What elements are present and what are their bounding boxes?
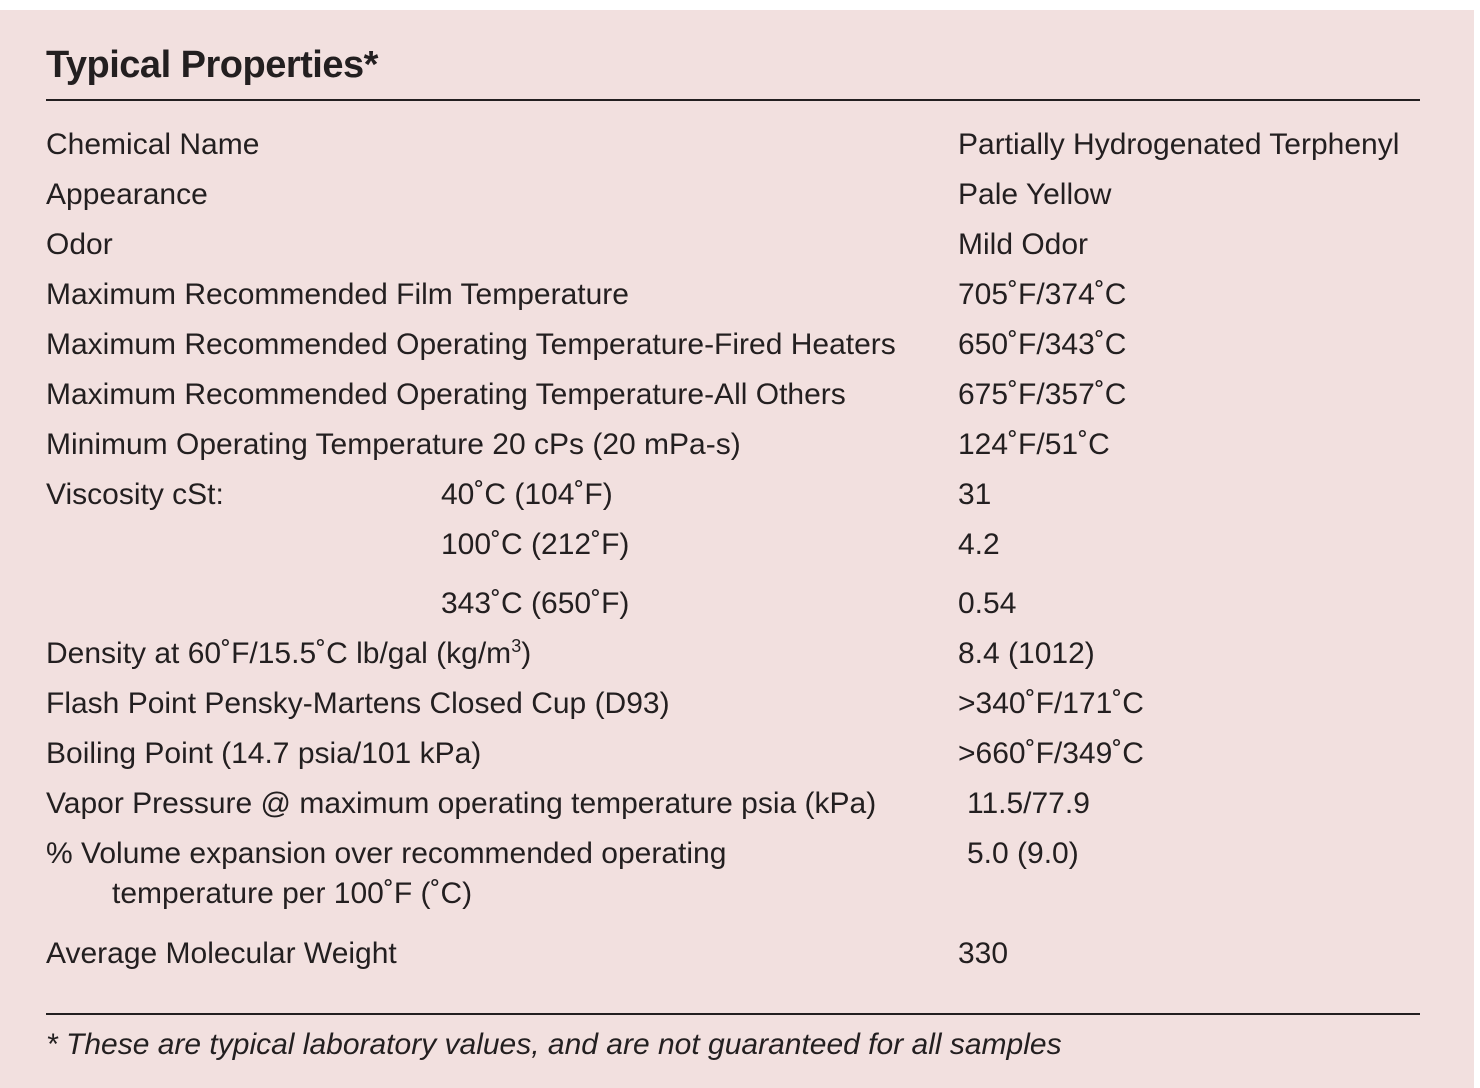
property-label: Appearance bbox=[46, 178, 208, 211]
property-value: 705˚F/374˚C bbox=[958, 278, 1127, 311]
property-row bbox=[0, 375, 1474, 415]
property-value: 650˚F/343˚C bbox=[958, 328, 1127, 361]
density-superscript: 3 bbox=[511, 636, 522, 656]
property-value: >340˚F/171˚C bbox=[958, 687, 1144, 720]
title-divider bbox=[46, 99, 1420, 101]
property-value: >660˚F/349˚C bbox=[958, 737, 1144, 770]
property-value: 11.5/77.9 bbox=[967, 787, 1090, 820]
property-label: Chemical Name bbox=[46, 128, 260, 161]
viscosity-label: Viscosity cSt: bbox=[46, 478, 224, 511]
properties-panel bbox=[0, 10, 1474, 1088]
property-value: Mild Odor bbox=[958, 228, 1089, 261]
property-label: Minimum Operating Temperature 20 cPs (20 mPa-s) bbox=[46, 428, 741, 461]
property-row bbox=[0, 275, 1474, 315]
viscosity-row bbox=[0, 475, 1474, 515]
property-row bbox=[0, 225, 1474, 265]
property-row bbox=[0, 125, 1474, 165]
property-row bbox=[0, 325, 1474, 365]
property-row bbox=[0, 425, 1474, 465]
property-label: Vapor Pressure @ maximum operating temperature psia (kPa) bbox=[46, 787, 877, 820]
viscosity-condition: 100˚C (212˚F) bbox=[441, 528, 630, 561]
viscosity-row bbox=[0, 525, 1474, 565]
property-row bbox=[0, 175, 1474, 215]
viscosity-value: 31 bbox=[958, 478, 992, 511]
viscosity-value: 0.54 bbox=[958, 587, 1017, 620]
viscosity-condition: 40˚C (104˚F) bbox=[441, 478, 613, 511]
page-title: Typical Properties* bbox=[46, 44, 378, 86]
property-value: Partially Hydrogenated Terphenyl bbox=[958, 128, 1400, 161]
expansion-label: % Volume expansion over recommended operating bbox=[46, 837, 727, 870]
density-label-text: Density at 60˚F/15.5˚C lb/gal (kg/m bbox=[46, 637, 512, 670]
property-label: Maximum Recommended Operating Temperature-Fired Heaters bbox=[46, 328, 896, 361]
molecular-weight-row bbox=[0, 934, 1474, 974]
viscosity-row bbox=[0, 584, 1474, 624]
property-label: Boiling Point (14.7 psia/101 kPa) bbox=[46, 737, 482, 770]
property-value: 675˚F/357˚C bbox=[958, 378, 1127, 411]
property-value: 124˚F/51˚C bbox=[958, 428, 1110, 461]
viscosity-value: 4.2 bbox=[958, 528, 1000, 561]
expansion-row bbox=[0, 834, 1474, 914]
viscosity-condition: 343˚C (650˚F) bbox=[441, 587, 630, 620]
property-label: Maximum Recommended Film Temperature bbox=[46, 278, 629, 311]
property-label: Flash Point Pensky-Martens Closed Cup (D93) bbox=[46, 687, 670, 720]
expansion-value: 5.0 (9.0) bbox=[967, 837, 1079, 870]
property-label: Maximum Recommended Operating Temperature-All Others bbox=[46, 378, 846, 411]
property-row bbox=[0, 784, 1474, 824]
property-row bbox=[0, 734, 1474, 774]
footnote-divider bbox=[46, 1013, 1420, 1015]
density-label bbox=[46, 634, 531, 674]
molecular-weight-label: Average Molecular Weight bbox=[46, 937, 397, 970]
molecular-weight-value: 330 bbox=[958, 937, 1009, 970]
density-row bbox=[0, 634, 1474, 674]
property-value: Pale Yellow bbox=[958, 178, 1112, 211]
footnote: * These are typical laboratory values, and are not guaranteed for all samples bbox=[46, 1028, 1062, 1061]
expansion-label-continued: temperature per 100˚F (˚C) bbox=[112, 877, 473, 910]
property-label: Odor bbox=[46, 228, 113, 261]
density-value: 8.4 (1012) bbox=[958, 637, 1095, 670]
property-row bbox=[0, 684, 1474, 724]
density-label-end: ) bbox=[521, 637, 532, 670]
